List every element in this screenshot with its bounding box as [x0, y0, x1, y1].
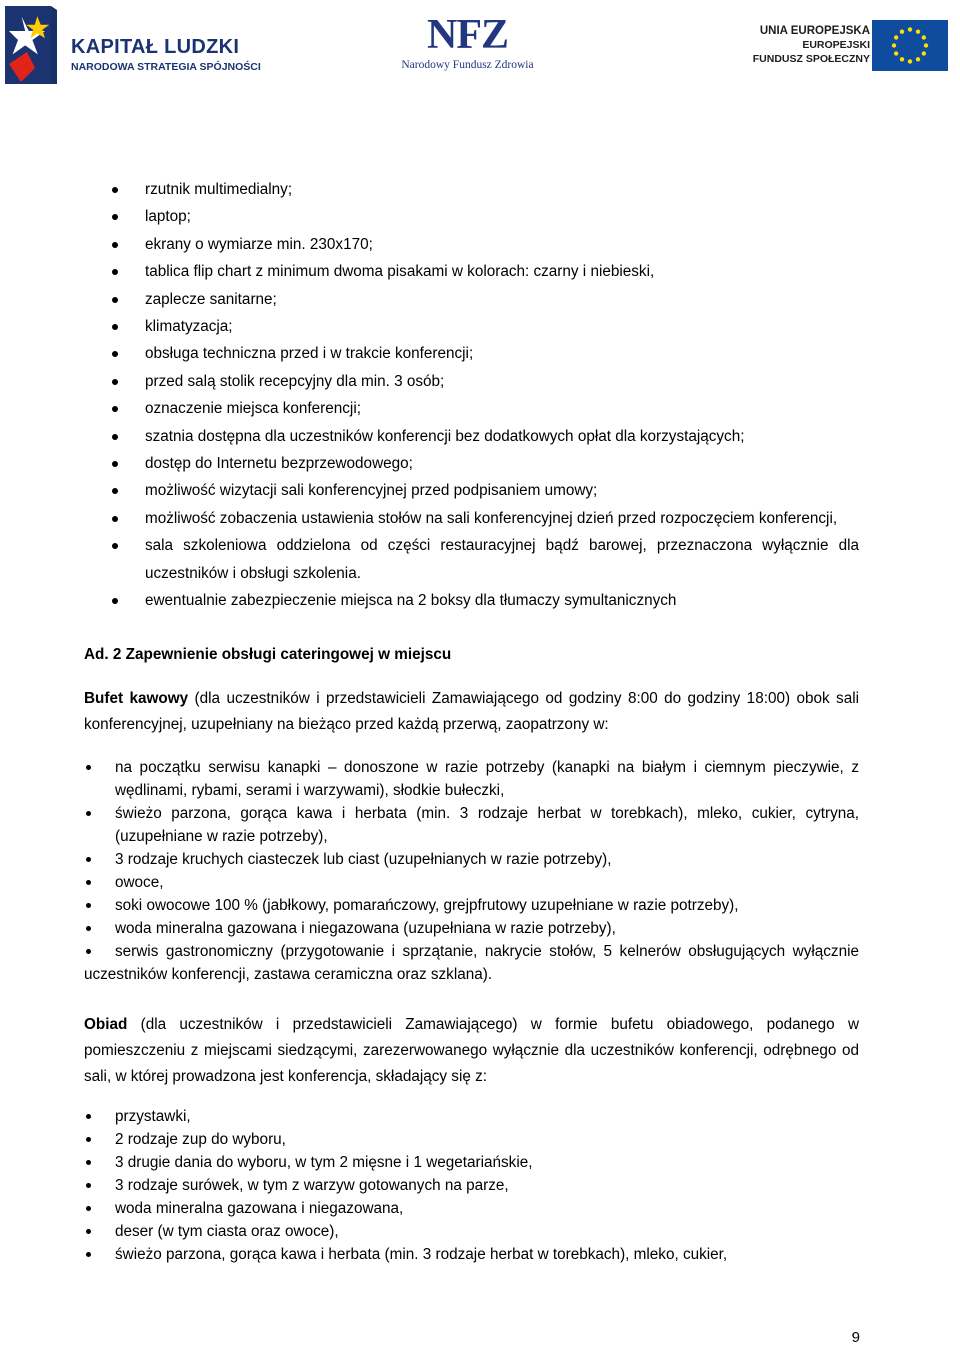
list-item: przed salą stolik recepcyjny dla min. 3 osób; — [84, 368, 859, 395]
list-item: serwis gastronomiczny (przygotowanie i sprzątanie, nakrycie stołów, 5 kelnerów obsługujących wyłącznie uczestników konferencji, zastawa ceramiczna oraz szklana). — [84, 940, 859, 986]
bufet-text: (dla uczestników i przedstawicieli Zamawiającego od godziny 8:00 do godziny 18:00) obok sali konferencyjnej, uzupełniany na bieżąco przed każdą przerwą, zaopatrzony w: — [84, 689, 859, 733]
nfz-logo — [395, 14, 540, 76]
list-item: woda mineralna gazowana i niegazowana, — [84, 1197, 859, 1220]
list-item: rzutnik multimedialny; — [84, 176, 859, 203]
list-item: dostęp do Internetu bezprzewodowego; — [84, 450, 859, 477]
list-item: klimatyzacja; — [84, 313, 859, 340]
list-item: sala szkoleniowa oddzielona od części restauracyjnej bądź barowej, przeznaczona wyłącznie dla uczestników i obsługi szkolenia. — [84, 532, 859, 587]
eu-logo — [752, 20, 954, 75]
kapital-ludzki-flag-icon — [5, 6, 57, 84]
eu-line2: EUROPEJSKI — [802, 39, 870, 51]
list-item: 3 rodzaje kruchych ciasteczek lub ciast (uzupełnianych w razie potrzeby), — [84, 848, 859, 871]
bufet-list — [84, 756, 859, 986]
eu-star-icon — [916, 29, 920, 33]
kapital-ludzki-logo — [5, 6, 261, 86]
list-item: laptop; — [84, 203, 859, 230]
equipment-list — [84, 176, 859, 615]
nfz-mark: NFZ — [427, 12, 508, 58]
obiad-list — [84, 1105, 859, 1266]
list-item: deser (w tym ciasta oraz owoce), — [84, 1220, 859, 1243]
page-header — [0, 0, 960, 95]
eu-star-icon — [894, 51, 898, 55]
nfz-subtitle: Narodowy Fundusz Zdrowia — [401, 59, 534, 71]
eu-star-icon — [892, 43, 896, 47]
list-item: ekrany o wymiarze min. 230x170; — [84, 231, 859, 258]
bufet-paragraph — [84, 686, 859, 738]
eu-star-icon — [922, 35, 926, 39]
kapital-ludzki-title: KAPITAŁ LUDZKI — [71, 36, 240, 58]
list-item: obsługa techniczna przed i w trakcie konferencji; — [84, 340, 859, 367]
eu-star-icon — [894, 35, 898, 39]
page-number: 9 — [851, 1329, 860, 1346]
list-item: zaplecze sanitarne; — [84, 286, 859, 313]
eu-line1: UNIA EUROPEJSKA — [759, 25, 870, 37]
eu-star-icon — [916, 57, 920, 61]
list-item: oznaczenie miejsca konferencji; — [84, 395, 859, 422]
eu-flag-icon — [872, 20, 948, 71]
list-item: możliwość wizytacji sali konferencyjnej przed podpisaniem umowy; — [84, 477, 859, 504]
list-item: tablica flip chart z minimum dwoma pisakami w kolorach: czarny i niebieski, — [84, 258, 859, 285]
eu-star-icon — [908, 59, 912, 63]
eu-line3: FUNDUSZ SPOŁECZNY — [752, 53, 870, 65]
list-item: świeżo parzona, gorąca kawa i herbata (min. 3 rodzaje herbat w torebkach), mleko, cukier, cytryna, (uzupełniane w razie potrzeby), — [84, 802, 859, 848]
eu-logo-text — [753, 24, 870, 66]
document-body — [84, 176, 859, 1266]
eu-star-icon — [900, 57, 904, 61]
list-item: szatnia dostępna dla uczestników konferencji bez dodatkowych opłat dla korzystających; — [84, 423, 859, 450]
list-item: świeżo parzona, gorąca kawa i herbata (min. 3 rodzaje herbat w torebkach), mleko, cukier, — [84, 1243, 859, 1266]
list-item: przystawki, — [84, 1105, 859, 1128]
bufet-lead: Bufet kawowy — [84, 689, 189, 707]
kapital-ludzki-subtitle: NARODOWA STRATEGIA SPÓJNOŚCI — [71, 61, 261, 73]
list-item: 3 rodzaje surówek, w tym z warzyw gotowanych na parze, — [84, 1174, 859, 1197]
eu-star-icon — [924, 43, 928, 47]
list-item: 2 rodzaje zup do wyboru, — [84, 1128, 859, 1151]
eu-star-icon — [922, 51, 926, 55]
eu-star-icon — [908, 27, 912, 31]
obiad-text: (dla uczestników i przedstawicieli Zamawiającego) w formie bufetu obiadowego, podanego w pomieszczeniu z miejscami siedzącymi, zarezerwowanego wyłącznie dla uczestników konferencji, odrębnego od sali, w której prowadzona jest konferencja, składający się z: — [84, 1015, 859, 1085]
list-item: soki owocowe 100 % (jabłkowy, pomarańczowy, grejpfrutowy uzupełniane w razie potrzeby), — [84, 894, 859, 917]
eu-star-icon — [900, 29, 904, 33]
list-item: woda mineralna gazowana i niegazowana (uzupełniana w razie potrzeby), — [84, 917, 859, 940]
list-item: owoce, — [84, 871, 859, 894]
list-item: 3 drugie dania do wyboru, w tym 2 mięsne i 1 wegetariańskie, — [84, 1151, 859, 1174]
list-item: na początku serwisu kanapki – donoszone w razie potrzeby (kanapki na białym i ciemnym pieczywie, z wędlinami, rybami, serami i warzywami), słodkie bułeczki, — [84, 756, 859, 802]
obiad-lead: Obiad — [84, 1015, 128, 1033]
obiad-paragraph — [84, 1012, 859, 1090]
list-item: ewentualnie zabezpieczenie miejsca na 2 boksy dla tłumaczy symultanicznych — [84, 587, 859, 614]
section-heading: Ad. 2 Zapewnienie obsługi cateringowej w miejscu — [84, 645, 452, 663]
list-item: możliwość zobaczenia ustawienia stołów na sali konferencyjnej dzień przed rozpoczęciem konferencji, — [84, 505, 859, 532]
